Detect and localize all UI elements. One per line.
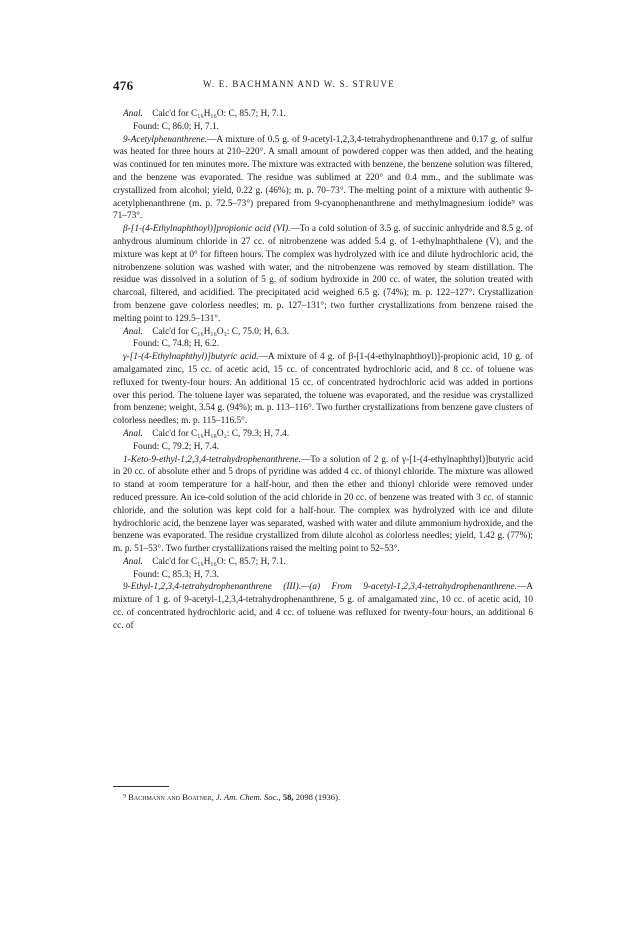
paragraph-label: 9-Acetylphenanthrene.	[123, 134, 208, 145]
paragraph-text: Calc'd for C₁₆H₁₆O: C, 85.7; H, 7.1.	[152, 109, 286, 119]
paragraph-label: Anal.	[123, 556, 143, 567]
footnote	[113, 792, 533, 803]
paragraph-label: 9-Ethyl-1,2,3,4-tetrahydrophenanthrene (III).—(a) From 9-acetyl-1,2,3,4-tetrahydrophenanthrene.	[123, 582, 517, 593]
paragraph-text: —A mixture of 0.5 g. of 9-acetyl-1,2,3,4-tetrahydrophenanthrene and 0.17 g. of sulfur was heated for three hours at 210–220°. A small amount of powdered copper was then added, and the heating was continued for ten minutes more. The mixture was extracted with benzene, the benzene solution was filtered, and the benzene was evaporated. The residue was sublimed at 220° and 0.4 mm., and the sublimate was crystallized from alcohol; yield, 0.22 g. (46%); m. p. 70–73°. The melting point of a mixture with authentic 9-acetylphenanthrene (m. p. 72.5–73°) prepared from 9-cyanophenanthrene and methylmagnesium iodide⁹ was 71–73°.	[113, 134, 533, 222]
paragraph-text: —To a cold solution of 3.5 g. of succinic anhydride and 8.5 g. of anhydrous aluminum chloride in 27 cc. of nitrobenzene was added 5.4 g. of 1-ethylnaphthalene (V), and the mixture was kept at 0° for fifteen hours. The complex was hydrolyzed with ice and dilute hydrochloric acid, the nitrobenzene solution was washed with water, and the nitrobenzene was removed by steam distillation. The residue was dissolved in a solution of 5 g. of sodium hydroxide in 200 cc. of water, the solution treated with charcoal, filtered, and acidified. The precipitated acid weighed 6.5 g. (74%); m. p. 122–127°. Crystallization from benzene gave colorless needles; m. p. 127–131°; two further crystallizations from benzene raised the melting point to 129.5–131°.	[113, 224, 534, 324]
paragraph-text: Calc'd for C₁₆H₁₆O: C, 85.7; H, 7.1.	[152, 556, 286, 567]
paragraph-label: Anal.	[123, 428, 143, 439]
paragraph	[113, 556, 533, 569]
footnote-journal: J. Am. Chem. Soc.,	[215, 792, 281, 802]
paragraph-text: —A mixture of 1 g. of 9-acetyl-1,2,3,4-tetrahydrophenanthrene, 5 g. of amalgamated zinc, 10 cc. of acetic acid, 10 cc. of concentrated hydrochloric acid, and 4 cc. of toluene was refluxed for twenty-four hours, an additional 6 cc. of	[113, 582, 533, 631]
paragraph-text: Found: C, 85.3; H, 7.3.	[133, 569, 220, 580]
paragraph-text: Found: C, 79.2; H, 7.4.	[133, 441, 220, 452]
paragraph-text: Found: C, 74.8; H, 6.2.	[133, 339, 220, 350]
page-header	[113, 78, 533, 94]
paragraph-text: Found: C, 86.0; H, 7.1.	[133, 121, 220, 132]
paragraph	[113, 581, 533, 632]
paragraph	[113, 223, 533, 325]
footnote-rule	[113, 786, 169, 787]
paragraph	[113, 351, 533, 428]
paragraph	[113, 108, 533, 121]
body-text	[113, 108, 533, 633]
paragraph-label: β-[1-(4-Ethylnaphthoyl)]propionic acid (VI).	[123, 224, 291, 235]
paragraph-label: Anal.	[123, 326, 143, 337]
paragraph-label: Anal.	[123, 109, 143, 119]
paragraph	[113, 134, 533, 224]
paragraph	[113, 569, 533, 582]
paragraph-text: Calc'd for C₁₆H₁₈O₂: C, 79.3; H, 7.4.	[152, 428, 290, 439]
footnote-authors: Bachmann and Boatner,	[128, 792, 214, 802]
paragraph	[113, 428, 533, 441]
paragraph-text: Calc'd for C₁₆H₁₆O₃: C, 75.0; H, 6.3.	[152, 326, 290, 337]
footnote-volume: 58,	[282, 792, 294, 802]
paragraph	[113, 326, 533, 339]
running-head: W. E. BACHMANN AND W. S. STRUVE	[203, 79, 395, 89]
paragraph	[113, 338, 533, 351]
paragraph-text: —A mixture of 4 g. of β-[1-(4-ethylnaphthoyl)]-propionic acid, 10 g. of amalgamated zinc, 15 cc. of acetic acid, 15 cc. of concentrated hydrochloric acid, and 8 cc. of toluene was refluxed for twenty-four hours. An additional 15 cc. of concentrated hydrochloric acid was added in portions over this period. The toluene layer was separated, the toluene was evaporated, and the residue was crystallized from benzene; weight, 3.54 g. (94%); m. p. 113–116°. Two further crystallizations from benzene gave clusters of colorless needles; m. p. 115–116.5°.	[113, 352, 533, 427]
paragraph	[113, 121, 533, 134]
paragraph-label: 1-Keto-9-ethyl-1,2,3,4-tetrahydrophenanthrene.	[123, 454, 301, 465]
footnote-rest: 2098 (1936).	[295, 792, 341, 802]
paragraph-label: γ-[1-(4-Ethylnaphthyl)]butyric acid.	[123, 352, 259, 363]
paragraph-text: —To a solution of 2 g. of γ-[1-(4-ethylnaphthyl)]butyric acid in 20 cc. of absolute ether and 5 drops of pyridine was added 4 cc. of thionyl chloride. The mixture was allowed to stand at room temperature for a half-hour, and then the ether and thionyl chloride were removed under reduced pressure. An ice-cold solution of the acid chloride in 20 cc. of benzene was treated with 3 cc. of stannic chloride, and the solution was kept cold for a half-hour. The complex was hydrolyzed with ice and dilute hydrochloric acid, the benzene layer was separated, washed with water and dilute ammonium hydroxide, and the benzene was evaporated. The residue crystallized from dilute alcohol as colorless needles; yield, 1.42 g. (77%); m. p. 51–53°. Two further crystallizations raised the melting point to 52–53°.	[113, 454, 533, 555]
paragraph	[113, 441, 533, 454]
page-number: 476	[113, 78, 134, 93]
footnote-marker: ⁹	[123, 792, 126, 802]
paragraph	[113, 454, 533, 556]
